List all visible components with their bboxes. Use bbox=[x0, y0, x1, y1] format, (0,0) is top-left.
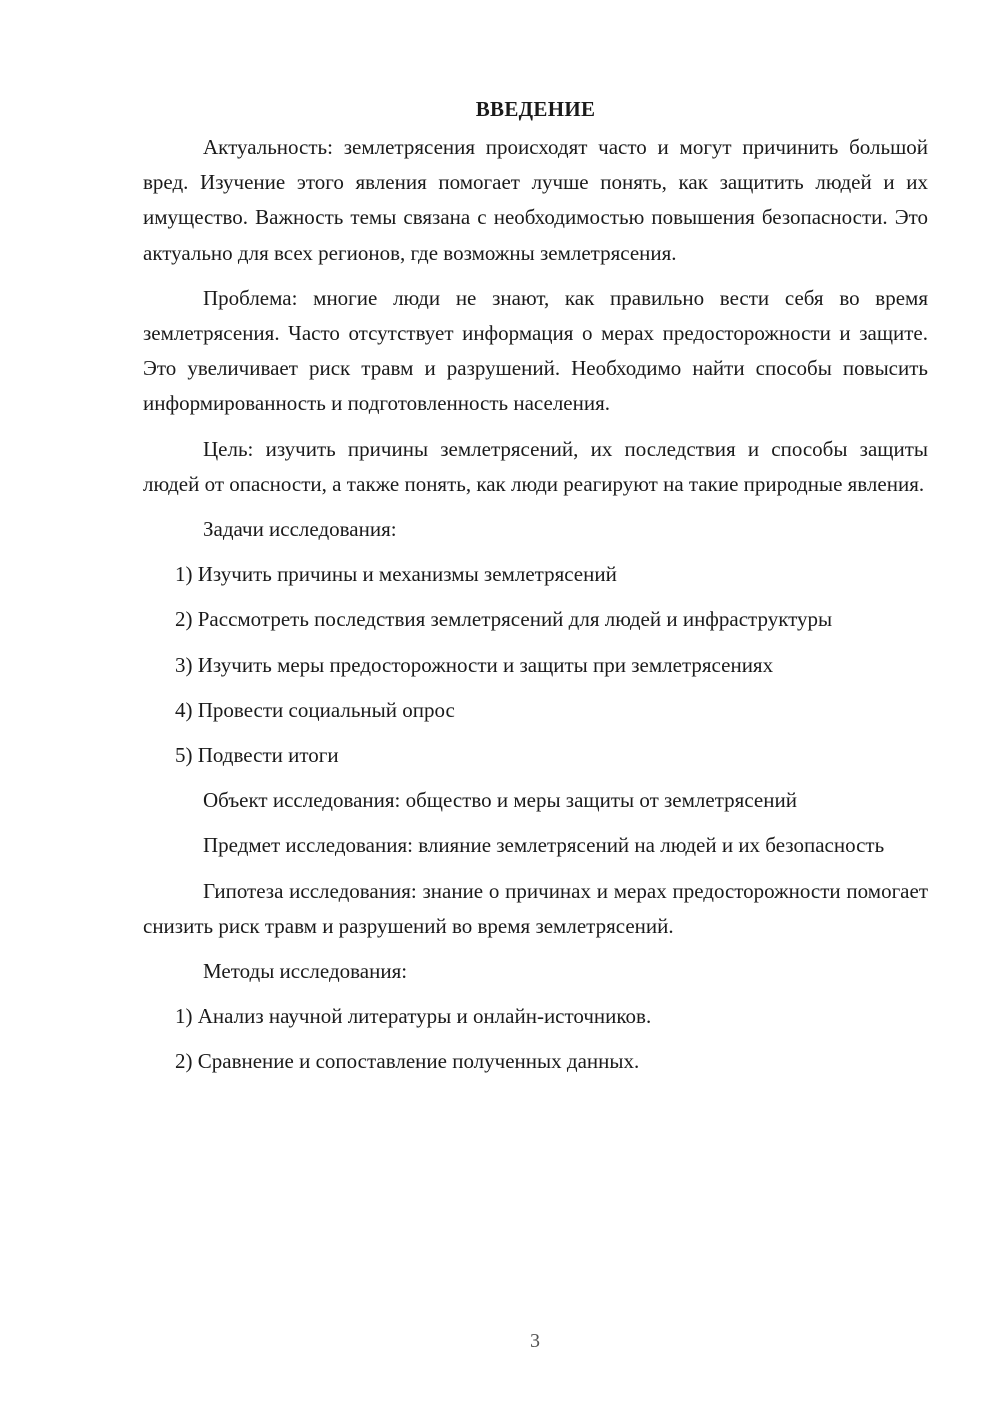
methods-heading: Методы исследования: bbox=[203, 959, 408, 984]
subject-paragraph: Предмет исследования: влияние землетрясений на людей и их безопасность bbox=[203, 833, 885, 858]
method-item-2: 2) Сравнение и сопоставление полученных данных. bbox=[175, 1049, 640, 1074]
page-number: 3 bbox=[530, 1330, 540, 1352]
section-title: ВВЕДЕНИЕ bbox=[475, 97, 596, 121]
task-item-4: 4) Провести социальный опрос bbox=[175, 697, 455, 722]
task-item-2: 2) Рассмотреть последствия землетрясений для людей и инфраструктуры bbox=[175, 607, 833, 632]
task-item-5: 5) Подвести итоги bbox=[175, 743, 339, 768]
method-item-1: 1) Анализ научной литературы и онлайн-источников. bbox=[175, 1004, 652, 1029]
task-item-1: 1) Изучить причины и механизмы землетрясений bbox=[175, 562, 617, 587]
object-paragraph: Объект исследования: общество и меры защиты от землетрясений bbox=[203, 788, 797, 813]
task-item-3: 3) Изучить меры предосторожности и защиты при землетрясениях bbox=[175, 652, 774, 677]
relevance-paragraph: Актуальность: землетрясения происходят часто и могут причинить большой вред. Изучение этого явления помогает лучше понять, как защитить людей и их имущество. Важность темы связана с необходимостью повышения безопасности. Это актуально для всех регионов, где возможны землетрясения. bbox=[143, 135, 928, 265]
goal-paragraph: Цель: изучить причины землетрясений, их последствия и способы защиты людей от опасности, а также понять, как люди реагируют на такие природные явления. bbox=[143, 436, 928, 496]
problem-paragraph: Проблема: многие люди не знают, как правильно вести себя во время землетрясения. Часто отсутствует информация о мерах предосторожности и защите. Это увеличивает риск травм и разрушений. Необходимо найти способы повысить информированность и подготовленность населения. bbox=[143, 285, 928, 416]
hypothesis-paragraph: Гипотеза исследования: знание о причинах и мерах предосторожности помогает снизить риск травм и разрушений во время землетрясений. bbox=[143, 878, 928, 938]
document-page bbox=[143, 92, 928, 1090]
tasks-heading: Задачи исследования: bbox=[203, 517, 397, 542]
